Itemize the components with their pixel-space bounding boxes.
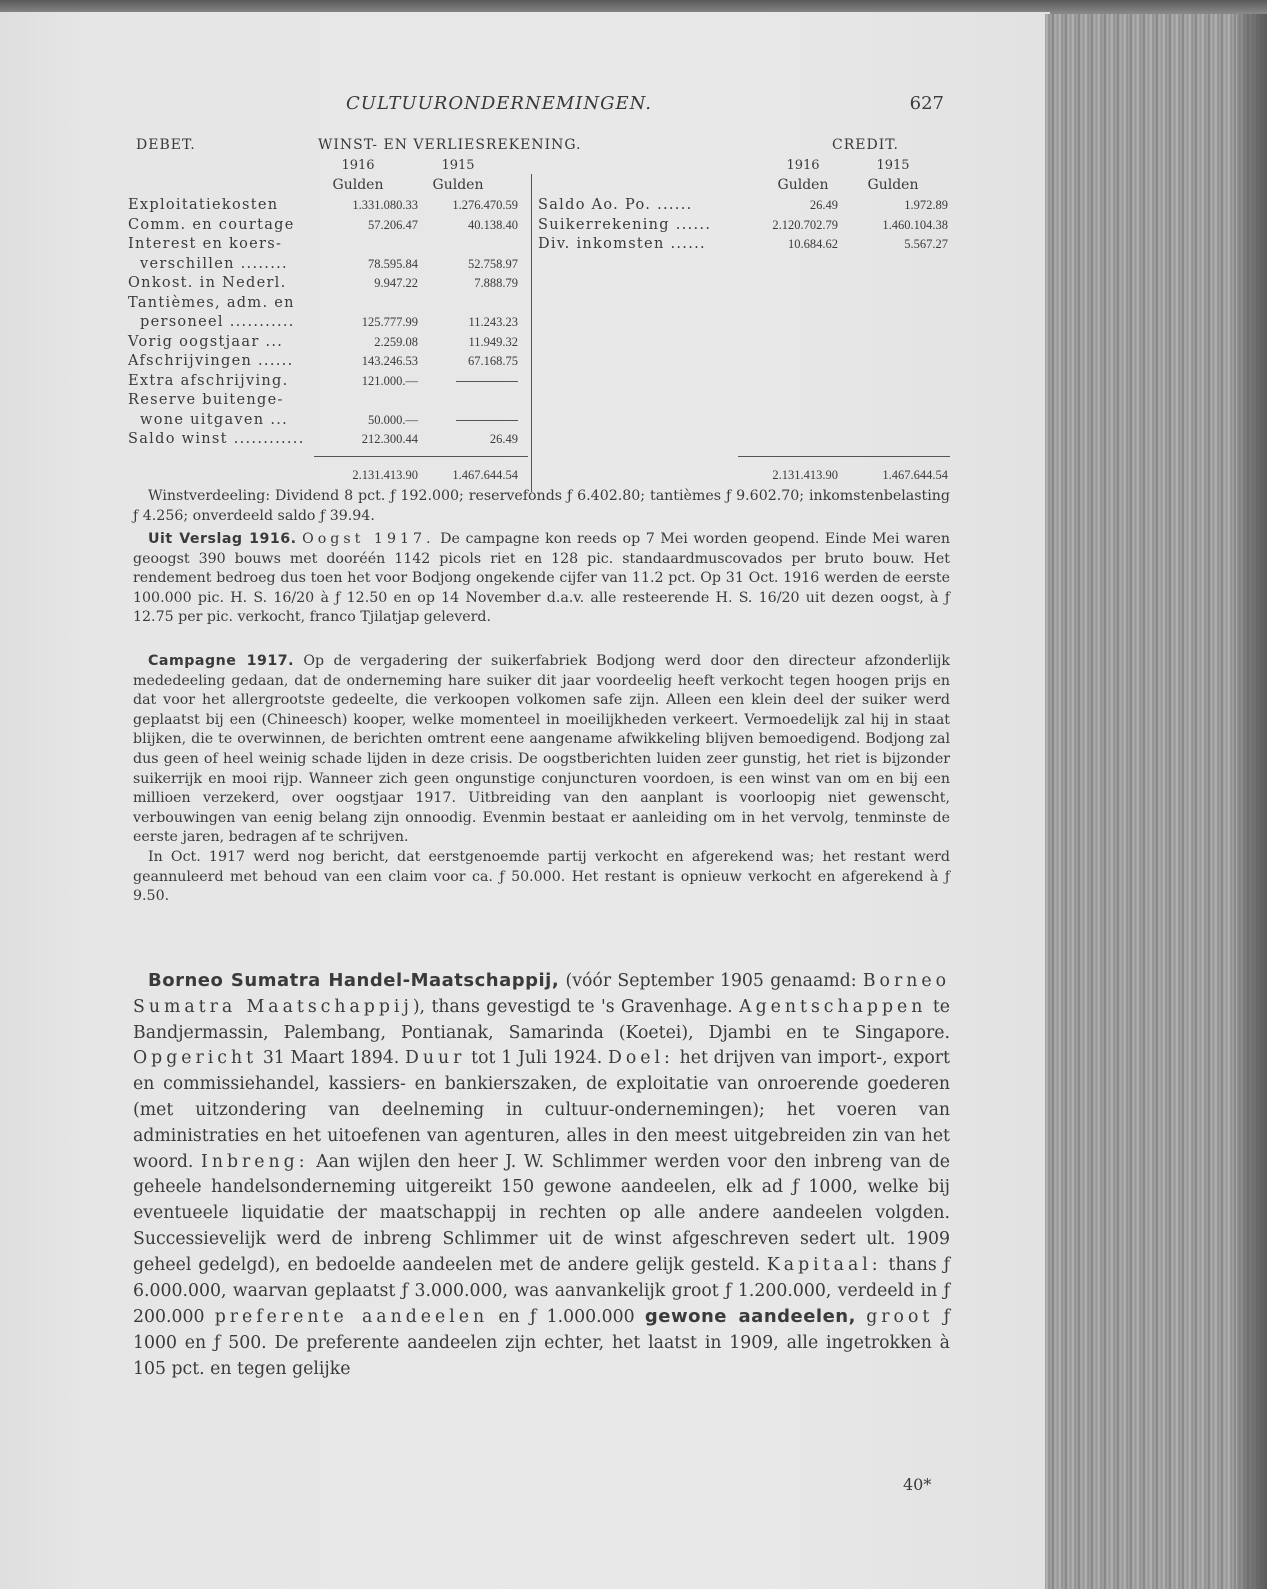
nil-dash [456,420,518,421]
debet-row: Afschrijvingen ...... 143.246.53 67.168.75 [128,353,518,369]
running-head [130,93,950,117]
profit-distribution: Winstverdeeling: Dividend 8 pct. ƒ 192.000; reservefonds ƒ 6.402.80; tantièmes ƒ 9.602.70; inkomstenbelasting ƒ 4.256; onverdeeld saldo ƒ 39.94. [133,488,950,524]
credit-currency-1915: Gulden [867,177,919,193]
campaign-heading: Campagne 1917. [148,653,295,669]
debet-row: Onkost. in Nederl. 9.947.22 7.888.79 [128,275,518,291]
debet-row: personeel ........... 125.777.99 11.243.23 [140,314,518,330]
debet-total-row: 2.131.413.90 1.467.644.54 [352,468,518,482]
credit-label: CREDIT. [832,137,899,153]
debet-row: Comm. en courtage 57.206.47 40.138.40 [128,216,518,233]
report-body: De campagne kon reeds op 7 Mei worden geopend. Einde Mei waren geoogst 390 bouws met dooréén 1142 picols riet en 128 pic. standaardmuscovados per bruto bouw. Het rendement bedroeg dus toen het voor Bodjong ongekende cijfer van 11.2 pct. Op 31 Oct. 1916 werden de eerste 100.000 pic. H. S. 16/20 à ƒ 12.50 en op 14 November d.a.v. alle resteerende H. S. 16/20 uit dezen oogst, à ƒ 12.75 per pic. verkocht, franco Tjilatjap geleverd. [133,531,951,626]
campaign-body: Op de vergadering der suikerfabriek Bodjong werd door den directeur afzonderlijk mededeeling gedaan, dat de onderneming hare suiker dit jaar voordeelig heeft verkocht tegen hoogen prijs en dat voor het allergrootste gedeelte, die verkoopen volkomen safe zijn. Alleen een klein deel der suiker werd geplaatst bij een (Chineesch) kooper, welke momenteel in moeilijkheden verkeert. Vermoedelijk zal hij in staat blijken, die te overwinnen, de berichten omtrent eene aangename afwikkeling blijven bemoedigend. Bodjong zal dus geen of heel weinig schade lijden in deze crisis. De oogstberichten luiden zeer gunstig, het riet is bijzonder suikerrijk en mooi rijp. Wanneer zich geen ongunstige conjuncturen voordoen, is een winst van om en bij een millioen verzekerd, over oogstjaar 1917. Uitbreiding van den aanplant is voorloopig niet gewenscht, verbouwingen van eenig belang zijn onnoodig. Evenmin bestaat er aanleiding om in het vervolg, tenminste de eerste jaren, bedragen af te schrijven. [133,653,951,846]
report-heading: Uit Verslag 1916. [148,531,297,547]
credit-row: Suikerrekening ...... 2.120.702.79 1.460.104.38 [538,216,948,233]
company-heading: Borneo Sumatra Handel-Maatschappij, [148,970,560,991]
debet-row: wone uitgaven ... 50.000.— [128,411,528,431]
debet-row: Reserve buitenge- [128,392,284,408]
credit-row: Div. inkomsten ...... 10.684.62 5.567.27 [538,236,948,252]
campaign-1917-section [133,652,950,907]
harvest-subheading: Oogst 1917. [302,531,435,547]
debet-row: Extra afschrijving. 121.000.— [128,372,528,392]
debet-row: verschillen ........ 78.595.84 52.758.97 [140,255,518,272]
ledger-title: WINST- EN VERLIESREKENING. [318,137,582,153]
credit-currency-1916: Gulden [777,177,829,193]
debet-currency-1915: Gulden [432,177,484,193]
credit-total-row: 2.131.413.90 1.467.644.54 [772,468,948,482]
page-number: 627 [909,93,944,114]
ledger-divider [531,174,532,492]
debet-label: DEBET. [136,137,196,153]
debet-row: Tantièmes, adm. en [128,294,295,311]
debet-sum-line [314,456,528,457]
book-page-edges [1045,14,1267,1589]
debet-row: Interest en koers- [128,236,283,252]
debet-row: Vorig oogstjaar ... 2.259.08 11.949.32 [128,333,518,350]
report-1916-section [133,530,950,628]
debet-year-1916: 1916 [341,158,375,173]
debet-currency-1916: Gulden [332,177,384,193]
debet-row: Exploitatiekosten 1.331.080.33 1.276.470.59 [128,197,518,213]
signature-mark: 40* [903,1475,932,1494]
debet-year-1915: 1915 [441,158,475,173]
borneo-sumatra-entry: Borneo Sumatra Handel-Maatschappij, (vóór September 1905 genaamd: Borneo Sumatra Maatschappij), thans gevestigd te 's Gravenhage. Agentschappen te Bandjermassin, Palembang, Pontianak, Samarinda (Koetei), Djambi en te Singapore. Opgericht 31 Maart 1894. Duur tot 1 Juli 1924. Doel: het drijven van import-, export en commissiehandel, kassiers- en bankierszaken, de exploitatie van onroerende goederen (met uitzondering van deelneming in cultuur-ondernemingen); het voeren van administraties en het uitoefenen van agenturen, alles in den meest uitgebreiden zin van het woord. Inbreng: Aan wijlen den heer J. W. Schlimmer werden voor den inbreng van de geheele handelsonderneming uitgereikt 150 gewone aandeelen, elk ad ƒ 1000, welke bij eventueele liquidatie der maatschappij in rechten op alle andere aandeelen volgden. Successievelijk werd de inbreng Schlimmer uit de winst afgeschreven sedert ult. 1909 geheel gedelgd), en bedoelde aandeelen met de andere gelijk gesteld. Kapitaal: thans ƒ 6.000.000, waarvan geplaatst ƒ 3.000.000, was aanvankelijk groot ƒ 1.200.000, verdeeld in ƒ 200.000 preferente aandeelen en ƒ 1.000.000 gewone aandeelen, groot ƒ 1000 en ƒ 500. De preferente aandeelen zijn echter, het laatst in 1909, alle ingetrokken à 105 pct. en tegen gelijke [133,970,951,1379]
nil-dash [456,381,518,382]
credit-year-1916: 1916 [786,158,820,173]
running-title: CULTUURONDERNEMINGEN. [346,93,652,114]
credit-row: Saldo Ao. Po. ...... 26.49 1.972.89 [538,197,948,213]
credit-year-1915: 1915 [876,158,910,173]
campaign-followup: In Oct. 1917 werd nog bericht, dat eerstgenoemde partij verkocht en afgerekend was; het restant werd geannuleerd met behoud van een claim voor ca. ƒ 50.000. Het restant is opnieuw verkocht en afgerekend à ƒ 9.50. [133,848,950,905]
debet-row: Saldo winst ............ 212.300.44 26.49 [128,431,518,447]
credit-sum-line [738,456,950,457]
